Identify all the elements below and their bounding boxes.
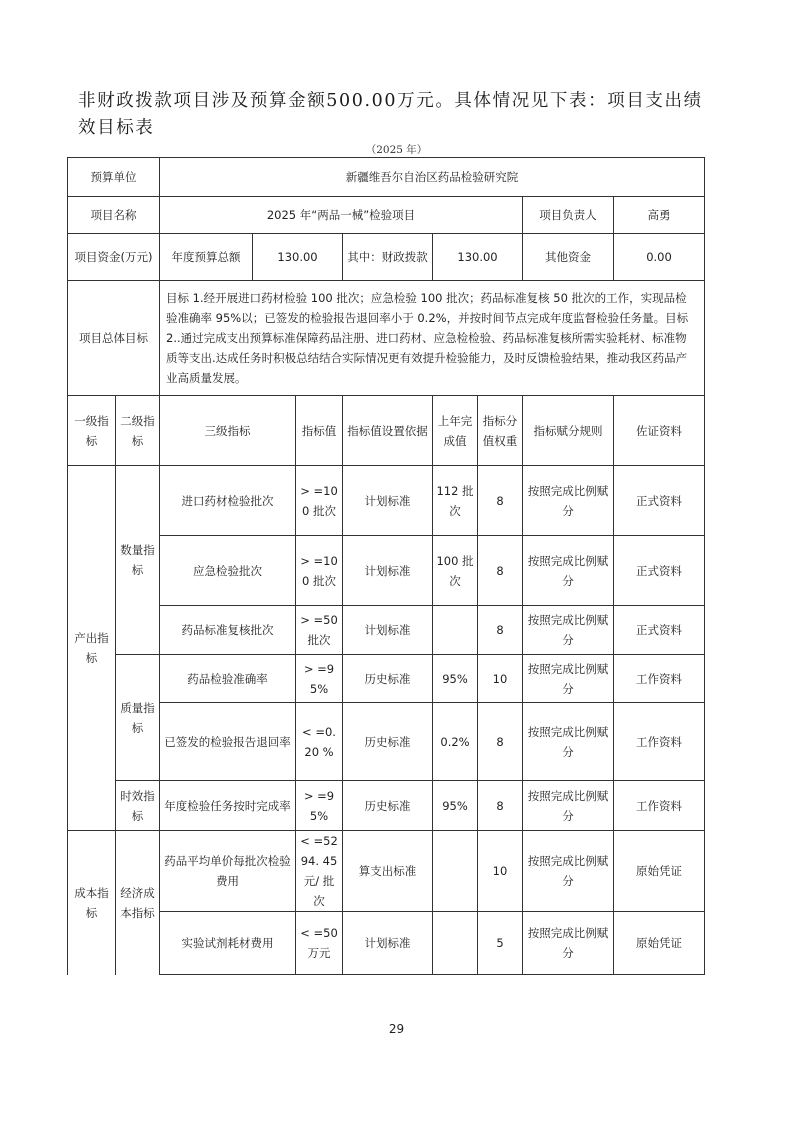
scoring-rule: 按照完成比例赋分 xyxy=(523,703,614,781)
indicator-weight: 10 xyxy=(478,831,523,912)
fiscal-label: 其中：财政拨款 xyxy=(343,234,433,281)
last-year-value xyxy=(433,831,478,912)
indicator-name: 药品检验准确率 xyxy=(160,655,296,703)
indicator-weight: 8 xyxy=(478,703,523,781)
last-year-value: 95% xyxy=(433,781,478,831)
table-row xyxy=(68,781,705,831)
indicator-name: 进口药材检验批次 xyxy=(160,466,296,536)
page-number: 29 xyxy=(388,1022,405,1036)
indicator-value: < =0.20 % xyxy=(296,703,343,781)
indicator-basis: 计划标准 xyxy=(343,466,433,536)
group-timeliness: 时效指标 xyxy=(116,781,160,831)
header-cell: 一级指标 xyxy=(68,396,116,466)
header-cell: 上年完成值 xyxy=(433,396,478,466)
year-label: （2025 年） xyxy=(365,144,428,156)
evidence: 工作资料 xyxy=(614,781,705,831)
fiscal-value: 130.00 xyxy=(433,234,523,281)
indicator-name: 药品标准复核批次 xyxy=(160,606,296,655)
project-name-value: 2025 年“两品一械”检验项目 xyxy=(160,197,523,234)
other-value: 0.00 xyxy=(614,234,705,281)
annual-total-value: 130.00 xyxy=(253,234,343,281)
table-row xyxy=(68,606,705,655)
last-year-value: 95% xyxy=(433,655,478,703)
indicator-value: > =50 批次 xyxy=(296,606,343,655)
performance-target-table xyxy=(67,157,705,975)
evidence: 工作资料 xyxy=(614,703,705,781)
table-row xyxy=(68,655,705,703)
budget-unit-value: 新疆维吾尔自治区药品检验研究院 xyxy=(160,158,705,197)
group-output: 产出指标 xyxy=(68,466,116,831)
evidence: 原始凭证 xyxy=(614,831,705,912)
group-quantity: 数量指标 xyxy=(116,466,160,655)
indicator-basis: 计划标准 xyxy=(343,536,433,606)
scoring-rule: 按照完成比例赋分 xyxy=(523,781,614,831)
header-row xyxy=(68,396,705,466)
row-goal xyxy=(68,281,705,396)
last-year-value xyxy=(433,912,478,975)
indicator-value: > =95% xyxy=(296,655,343,703)
indicator-weight: 8 xyxy=(478,606,523,655)
header-cell: 二级指标 xyxy=(116,396,160,466)
indicator-basis: 历史标准 xyxy=(343,703,433,781)
indicator-basis: 历史标准 xyxy=(343,655,433,703)
annual-total-label: 年度预算总额 xyxy=(160,234,253,281)
group-economic-cost: 经济成本指标 xyxy=(116,831,160,975)
header-cell: 指标值 xyxy=(296,396,343,466)
scoring-rule: 按照完成比例赋分 xyxy=(523,912,614,975)
header-cell: 指标分值权重 xyxy=(478,396,523,466)
last-year-value: 0.2% xyxy=(433,703,478,781)
funds-label: 项目资金(万元) xyxy=(68,234,160,281)
indicator-value: > =100 批次 xyxy=(296,466,343,536)
row-project-name xyxy=(68,197,705,234)
table-row xyxy=(68,703,705,781)
intro-paragraph: 非财政拨款项目涉及预算金额500.00万元。具体情况见下表：项目支出绩效目标表 xyxy=(78,91,703,138)
last-year-value xyxy=(433,606,478,655)
indicator-weight: 10 xyxy=(478,655,523,703)
indicator-value: < =50 万元 xyxy=(296,912,343,975)
indicator-weight: 5 xyxy=(478,912,523,975)
indicator-value: > =95% xyxy=(296,781,343,831)
indicator-name: 应急检验批次 xyxy=(160,536,296,606)
table-row xyxy=(68,536,705,606)
indicator-weight: 8 xyxy=(478,536,523,606)
evidence: 正式资料 xyxy=(614,606,705,655)
header-cell: 三级指标 xyxy=(160,396,296,466)
project-name-label: 项目名称 xyxy=(68,197,160,234)
indicator-value: > =100 批次 xyxy=(296,536,343,606)
table-row xyxy=(68,912,705,975)
scoring-rule: 按照完成比例赋分 xyxy=(523,466,614,536)
table-row xyxy=(68,831,705,912)
header-cell: 佐证资料 xyxy=(614,396,705,466)
goal-label: 项目总体目标 xyxy=(68,281,160,396)
leader-value: 高勇 xyxy=(614,197,705,234)
indicator-value: < =5294. 45 元/ 批次 xyxy=(296,831,343,912)
indicator-name: 年度检验任务按时完成率 xyxy=(160,781,296,831)
evidence: 正式资料 xyxy=(614,466,705,536)
scoring-rule: 按照完成比例赋分 xyxy=(523,536,614,606)
indicator-weight: 8 xyxy=(478,466,523,536)
leader-label: 项目负责人 xyxy=(523,197,614,234)
last-year-value: 112 批次 xyxy=(433,466,478,536)
indicator-basis: 计划标准 xyxy=(343,912,433,975)
scoring-rule: 按照完成比例赋分 xyxy=(523,606,614,655)
goal-text: 目标 1.经开展进口药材检验 100 批次；应急检验 100 批次；药品标准复核 50 批次的工作，实现品检验准确率 95%以；已签发的检验报告退回率小于 0.2%，并按时间节点完成年度监督检验任务量。目标 2..通过完成支出预算标准保障药品注册、进口药材、应急检检验、药品标准复核所需实验耗材、标准物质等支出.达成任务时积极总结结合实际情况更有效提升检验能力，及时反馈检验结果，推动我区药品产业高质量发展。 xyxy=(160,281,705,396)
scoring-rule: 按照完成比例赋分 xyxy=(523,655,614,703)
header-cell: 指标值设置依据 xyxy=(343,396,433,466)
row-funds xyxy=(68,234,705,281)
row-budget-unit xyxy=(68,158,705,197)
indicator-name: 药品平均单价每批次检验费用 xyxy=(160,831,296,912)
last-year-value: 100 批次 xyxy=(433,536,478,606)
scoring-rule: 按照完成比例赋分 xyxy=(523,831,614,912)
indicator-basis: 算支出标准 xyxy=(343,831,433,912)
evidence: 工作资料 xyxy=(614,655,705,703)
indicator-name: 实验试剂耗材费用 xyxy=(160,912,296,975)
evidence: 原始凭证 xyxy=(614,912,705,975)
group-quality: 质量指标 xyxy=(116,655,160,781)
indicator-name: 已签发的检验报告退回率 xyxy=(160,703,296,781)
header-cell: 指标赋分规则 xyxy=(523,396,614,466)
other-label: 其他资金 xyxy=(523,234,614,281)
budget-unit-label: 预算单位 xyxy=(68,158,160,197)
indicator-basis: 计划标准 xyxy=(343,606,433,655)
indicator-basis: 历史标准 xyxy=(343,781,433,831)
table-row xyxy=(68,466,705,536)
group-cost: 成本指标 xyxy=(68,831,116,975)
indicator-weight: 8 xyxy=(478,781,523,831)
evidence: 正式资料 xyxy=(614,536,705,606)
